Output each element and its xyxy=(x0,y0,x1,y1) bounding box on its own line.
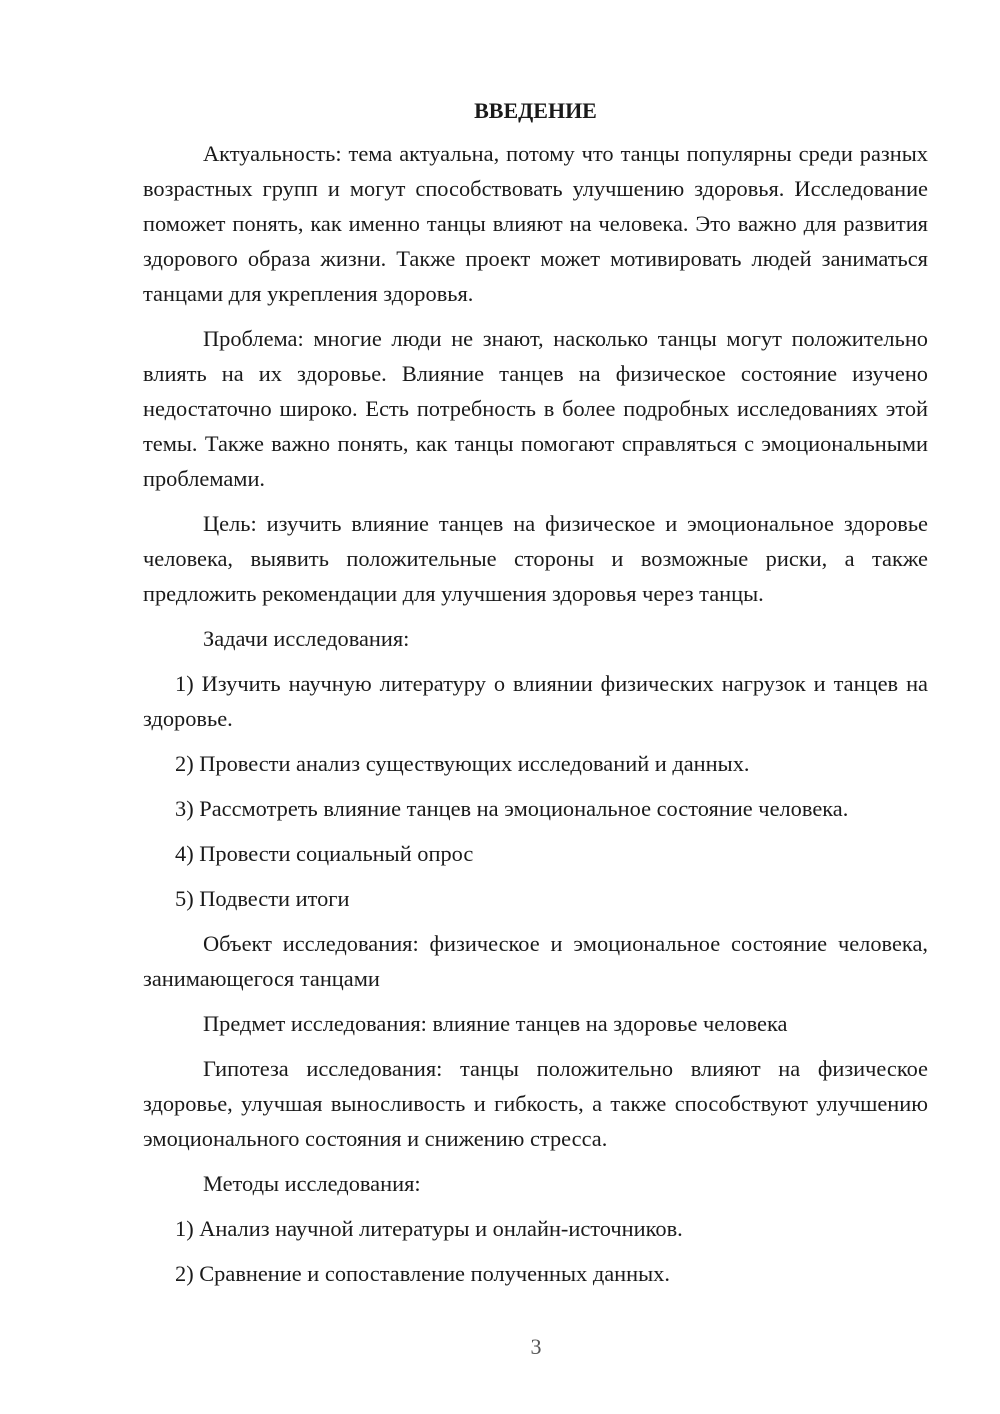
task-item-3: 3) Рассмотреть влияние танцев на эмоциональное состояние человека. xyxy=(175,796,849,821)
subject-paragraph: Предмет исследования: влияние танцев на здоровье человека xyxy=(203,1011,788,1036)
task-item-1: 1) Изучить научную литературу о влиянии физических нагрузок и танцев на здоровье. xyxy=(143,671,928,731)
hypothesis-paragraph: Гипотеза исследования: танцы положительно влияют на физическое здоровье, улучшая выносливость и гибкость, а также способствуют улучшению эмоционального состояния и снижению стресса. xyxy=(143,1056,928,1151)
problem-paragraph: Проблема: многие люди не знают, насколько танцы могут положительно влиять на их здоровье. Влияние танцев на физическое состояние изучено недостаточно широко. Есть потребность в более подробных исследованиях этой темы. Также важно понять, как танцы помогают справляться с эмоциональными проблемами. xyxy=(143,326,928,491)
page-number: 3 xyxy=(530,1334,542,1359)
method-item-2: 2) Сравнение и сопоставление полученных данных. xyxy=(175,1261,670,1286)
document-page xyxy=(143,96,928,1301)
page-title: ВВЕДЕНИЕ xyxy=(474,98,597,123)
task-item-2: 2) Провести анализ существующих исследований и данных. xyxy=(175,751,750,776)
methods-heading: Методы исследования: xyxy=(203,1171,421,1196)
method-item-1: 1) Анализ научной литературы и онлайн-источников. xyxy=(175,1216,683,1241)
object-paragraph: Объект исследования: физическое и эмоциональное состояние человека, занимающегося танцами xyxy=(143,931,928,991)
goal-paragraph: Цель: изучить влияние танцев на физическое и эмоциональное здоровье человека, выявить положительные стороны и возможные риски, а также предложить рекомендации для улучшения здоровья через танцы. xyxy=(143,511,928,606)
task-item-5: 5) Подвести итоги xyxy=(175,886,350,911)
tasks-heading: Задачи исследования: xyxy=(203,626,410,651)
relevance-paragraph: Актуальность: тема актуальна, потому что танцы популярны среди разных возрастных групп и могут способствовать улучшению здоровья. Исследование поможет понять, как именно танцы влияют на человека. Это важно для развития здорового образа жизни. Также проект может мотивировать людей заниматься танцами для укрепления здоровья. xyxy=(143,141,928,306)
task-item-4: 4) Провести социальный опрос xyxy=(175,841,474,866)
